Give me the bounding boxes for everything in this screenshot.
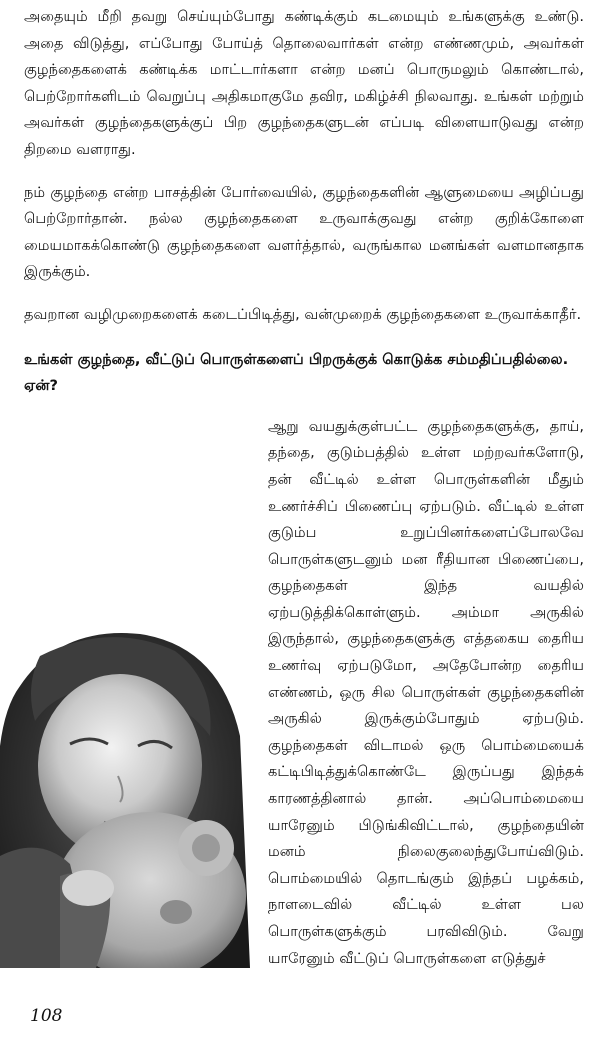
answer-text: ஆறு வயதுக்குள்பட்ட குழந்தைகளுக்கு, தாய், தந்தை, குடும்பத்தில் உள்ள மற்றவர்களோடு, தன் வீட்டில் உள்ள பொருள்களின் மீதும் உணர்ச்சிப் பிணைப்பு ஏற்படும். வீட்டில் உள்ள குடும்ப உறுப்பினர்களைப்போலவே பொருள்களுடனும் மன ரீதியான பிணைப்பை, குழந்தைகள் இந்த வயதில் ஏற்படுத்திக்கொள்ளும். அம்மா அருகில் இருந்தால், குழந்தைகளுக்கு எத்தகைய தைரிய உணர்வு ஏற்படுமோ, அதேபோன்ற தைரிய எண்ணம், ஒரு சில பொருள்கள் குழந்தைகளின் அருகில் இருக்கும்போதும் ஏற்படும். குழந்தைகள் விடாமல் ஒரு பொம்மையைக் கட்டிபிடித்துக்கொண்டே இருப்பது இந்தக் காரணத்தினால் தான். அப்பொம்மையை யாரேனும் பிடுங்கிவிட்டால், குழந்தையின் மனம் நிலைகுலைந்துபோய்விடும். பொம்மையில் தொடங்கும் இந்தப் பழக்கம், நாளடைவில் வீட்டில் உள்ள பல பொருள்களுக்கும் பரவிவிடும். வேறு யாரேனும் வீட்டுப் பொருள்களை எடுத்துச்: [268, 417, 584, 967]
answer-block: [24, 414, 584, 972]
paragraph-1: அதையும் மீறி தவறு செய்யும்போது கண்டிக்கும் கடமையும் உங்களுக்கு உண்டு. அதை விடுத்து, எப்போது போய்த் தொலைவார்கள் என்ற எண்ணமும், அவர்கள் குழந்தைகளைக் கண்டிக்க மாட்டார்களா என்ற மனப் பொருமலும் கொண்டால், பெற்றோர்களிடம் வெறுப்பு அதிகமாகுமே தவிர, மகிழ்ச்சி நிலவாது. உங்கள் மற்றும் அவர்கள் குழந்தைகளுக்குப் பிற குழந்தைகளுடன் எப்படி விளையாடுவது என்ற திறமை வளராது.: [24, 8, 584, 158]
page-number: 108: [30, 1006, 63, 1026]
paragraph-2: நம் குழந்தை என்ற பாசத்தின் போர்வையில், குழந்தைகளின் ஆளுமையை அழிப்பது பெற்றோர்தான். நல்ல குழந்தைகளை உருவாக்குவது என்ற குறிக்கோளை மையமாகக்கொண்டு குழந்தைகளை வளர்த்தால், வருங்கால மனங்கள் வளமானதாக இருக்கும்.: [24, 183, 584, 281]
book-page: [24, 4, 584, 972]
paragraph-3: தவறான வழிமுறைகளைக் கடைப்பிடித்து, வன்முறைக் குழந்தைகளை உருவாக்காதீர்.: [24, 305, 582, 323]
child-with-teddy-photo: [0, 626, 258, 968]
question-heading: உங்கள் குழந்தை, வீட்டுப் பொருள்களைப் பிறருக்குக் கொடுக்க சம்மதிப்பதில்லை. ஏன்?: [24, 350, 569, 395]
